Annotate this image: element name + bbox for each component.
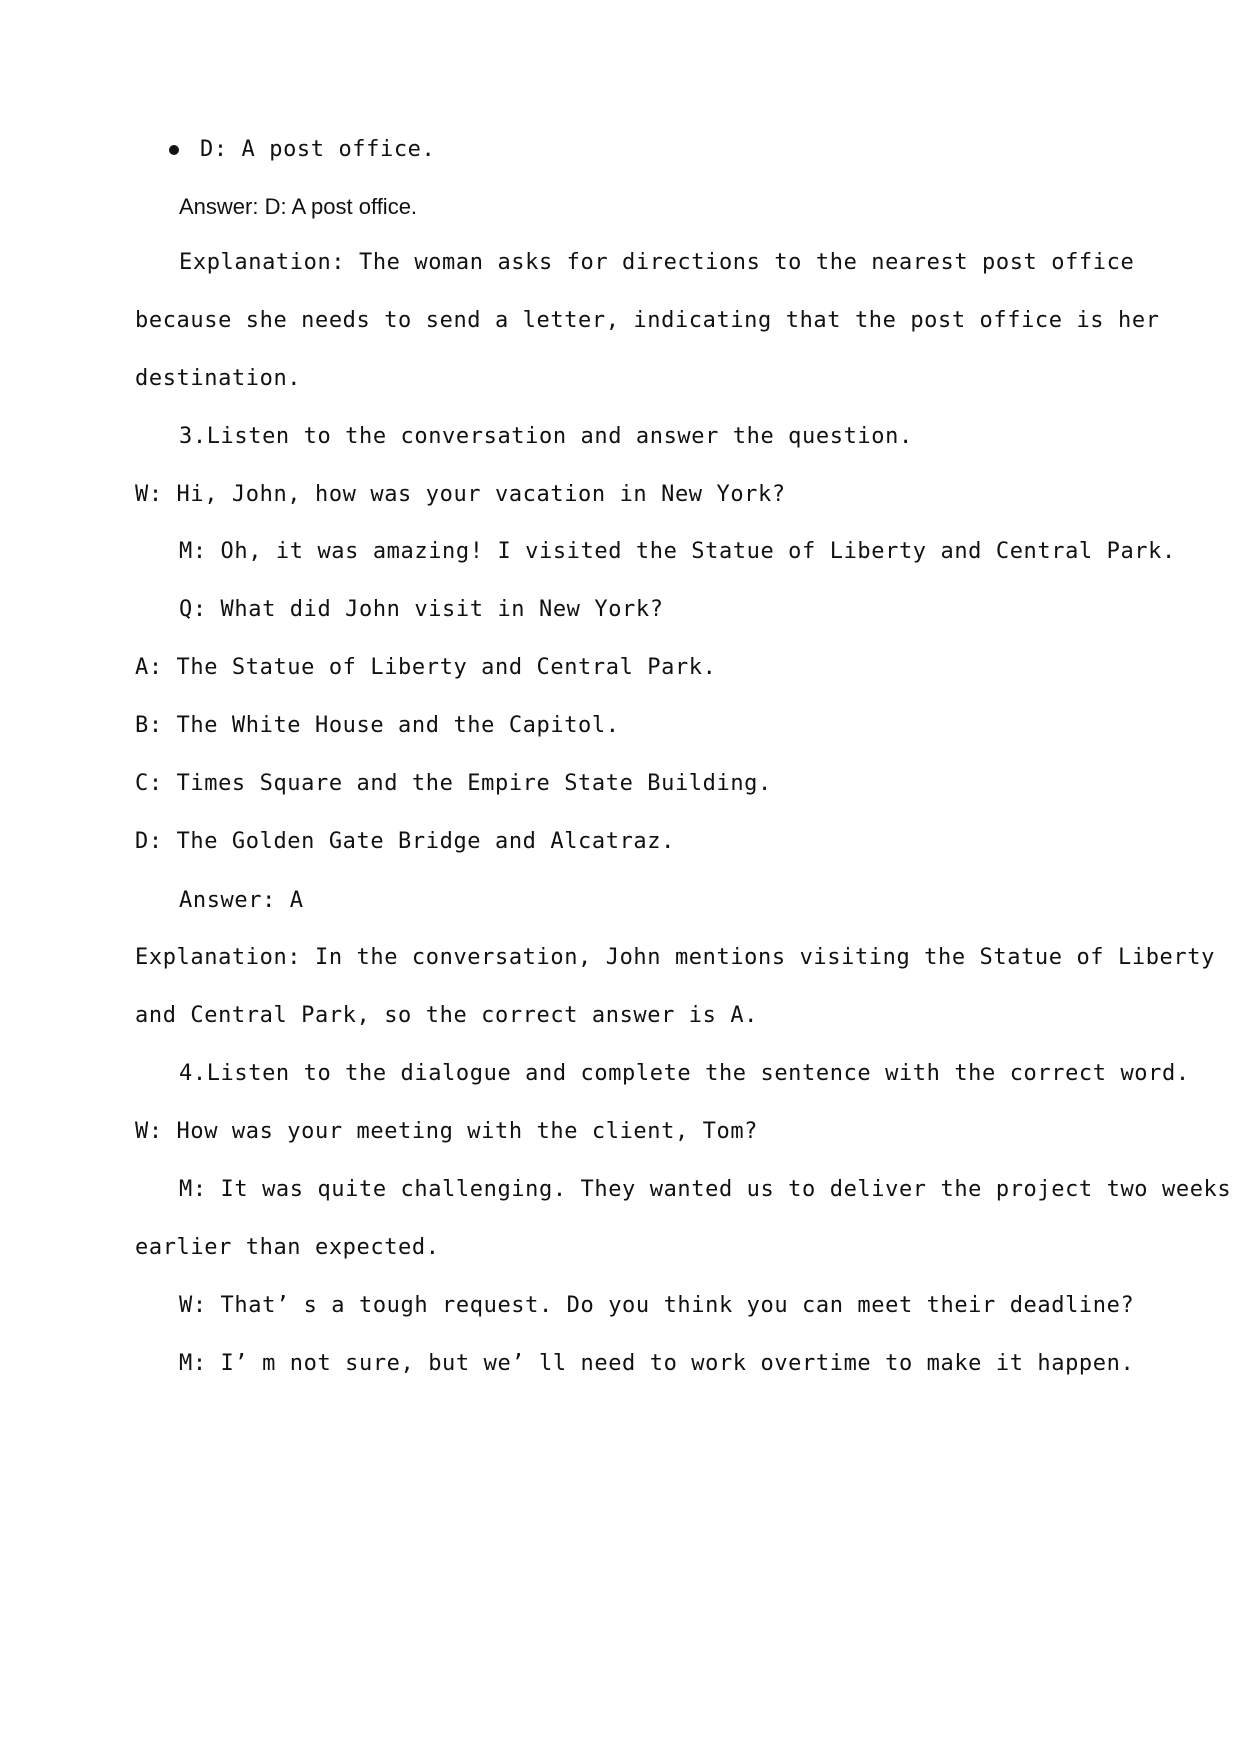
dialogue-woman-line: W: That’ s a tough request. Do you think you can meet their deadline? [179, 1293, 1135, 1318]
explanation-line-3: destination. [135, 366, 302, 391]
dialogue-man-line: M: It was quite challenging. They wanted us to deliver the project two weeks [179, 1177, 1232, 1202]
option-d-bulleted: D: A post office. [200, 137, 436, 162]
answer-line: Answer: A [179, 888, 304, 913]
question-4-heading: 4.Listen to the dialogue and complete the sentence with the correct word. [179, 1061, 1190, 1086]
explanation-line-1: Explanation: In the conversation, John mentions visiting the Statue of Liberty [135, 945, 1215, 970]
dialogue-woman-line: W: Hi, John, how was your vacation in New York? [135, 482, 786, 507]
explanation-line-2: and Central Park, so the correct answer is A. [135, 1003, 759, 1028]
option-c: C: Times Square and the Empire State Building. [135, 771, 772, 796]
question-line: Q: What did John visit in New York? [179, 597, 664, 622]
dialogue-man-line: M: Oh, it was amazing! I visited the Statue of Liberty and Central Park. [179, 539, 1176, 564]
dialogue-man-line-cont: earlier than expected. [135, 1235, 440, 1260]
explanation-line-1: Explanation: The woman asks for directions to the nearest post office [179, 250, 1135, 275]
option-a: A: The Statue of Liberty and Central Park. [135, 655, 717, 680]
question-3-heading: 3.Listen to the conversation and answer the question. [179, 424, 913, 449]
bullet-icon [169, 145, 179, 155]
answer-line: Answer: D: A post office. [179, 194, 418, 219]
option-d: D: The Golden Gate Bridge and Alcatraz. [135, 829, 675, 854]
dialogue-woman-line: W: How was your meeting with the client, Tom? [135, 1119, 759, 1144]
option-b: B: The White House and the Capitol. [135, 713, 620, 738]
dialogue-man-line: M: I’ m not sure, but we’ ll need to work overtime to make it happen. [179, 1351, 1135, 1376]
explanation-line-2: because she needs to send a letter, indicating that the post office is her [135, 308, 1160, 333]
